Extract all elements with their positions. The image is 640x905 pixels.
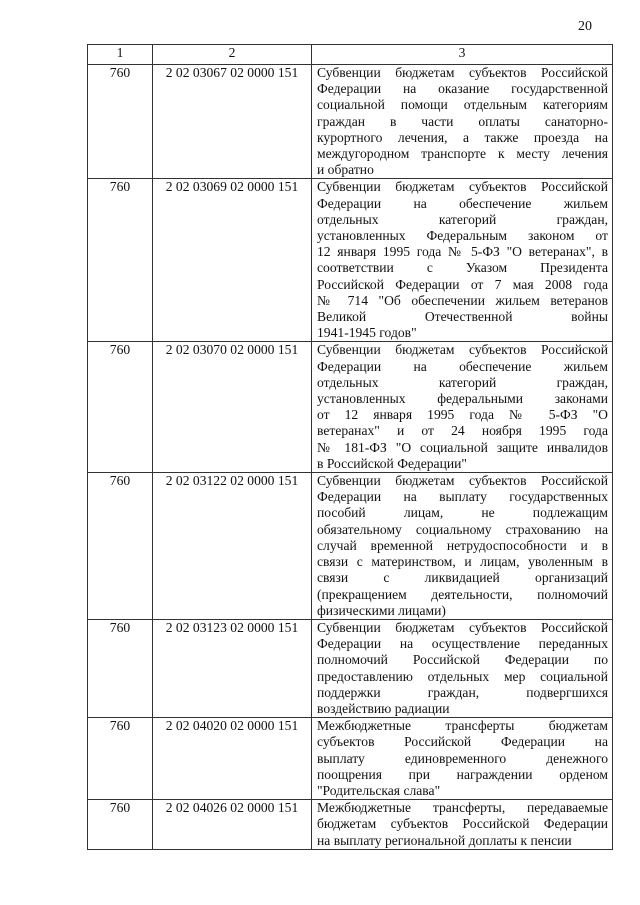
page-number: 20 — [578, 19, 592, 34]
description-line: 1941-1945 годов" — [317, 325, 417, 341]
description-line: физическими лицами) — [317, 602, 446, 618]
description-line: бюджетам субъектов Российской Федерации — [317, 816, 608, 832]
description-cell — [312, 718, 613, 800]
description-line: 12 января 1995 года № 5-ФЗ "О ветеранах", в — [317, 244, 608, 260]
budget-code-cell: 2 02 04026 02 0000 151 — [153, 800, 312, 850]
description-line: связи с материнством, и лицам, уволенным в — [317, 554, 608, 570]
description-line: отдельных категорий граждан, — [317, 374, 608, 390]
budget-code-cell: 2 02 03070 02 0000 151 — [153, 342, 312, 473]
description-cell — [312, 342, 613, 473]
description-line: воздействию радиации — [317, 700, 450, 716]
description-line: отдельных категорий граждан, — [317, 211, 608, 227]
description-line: полномочий Российской Федерации по — [317, 652, 608, 668]
description-line: Межбюджетные трансферты бюджетам — [317, 718, 608, 734]
description-line: выплату единовременного денежного — [317, 750, 608, 766]
description-line: Российской Федерации от 7 мая 2008 года — [317, 276, 608, 292]
description-line: Межбюджетные трансферты, передаваемые — [317, 800, 608, 816]
description-line: соответствии с Указом Президента — [317, 260, 608, 276]
admin-code-cell: 760 — [88, 342, 153, 473]
column-header-2: 2 — [153, 45, 312, 65]
table-row — [88, 179, 613, 342]
admin-code-cell: 760 — [88, 800, 153, 850]
budget-codes-table — [87, 44, 613, 850]
description-cell — [312, 179, 613, 342]
description-line: Федерации на обеспечение жильем — [317, 358, 608, 374]
table-row — [88, 473, 613, 620]
description-line: пособий лицам, не подлежащим — [317, 505, 608, 521]
description-line: связи с ликвидацией организаций — [317, 570, 608, 586]
description-line: на выплату региональной доплаты к пенсии — [317, 832, 572, 848]
description-line: установленных федеральными законами — [317, 391, 608, 407]
budget-code-cell: 2 02 03123 02 0000 151 — [153, 619, 312, 717]
table-row — [88, 619, 613, 717]
description-line: в Российской Федерации" — [317, 455, 467, 471]
description-line: Великой Отечественной войны — [317, 309, 608, 325]
admin-code-cell: 760 — [88, 619, 153, 717]
description-line: обязательному социальному страхованию на — [317, 521, 608, 537]
description-line: и обратно — [317, 162, 374, 178]
admin-code-cell: 760 — [88, 473, 153, 620]
description-line: ветеранах" и от 24 ноября 1995 года — [317, 423, 608, 439]
description-line: курортного лечения, а также проезда на — [317, 129, 608, 145]
description-line: Субвенции бюджетам субъектов Российской — [317, 179, 608, 195]
budget-code-cell: 2 02 03069 02 0000 151 — [153, 179, 312, 342]
admin-code-cell: 760 — [88, 65, 153, 179]
description-cell — [312, 473, 613, 620]
description-line: Федерации на обеспечение жильем — [317, 195, 608, 211]
description-cell — [312, 800, 613, 850]
budget-code-cell: 2 02 03067 02 0000 151 — [153, 65, 312, 179]
description-line: от 12 января 1995 года № 5-ФЗ "О — [317, 407, 608, 423]
admin-code-cell: 760 — [88, 718, 153, 800]
description-line: социальной помощи отдельным категориям — [317, 97, 608, 113]
description-line: междугородном транспорте к месту лечения — [317, 146, 608, 162]
description-line: № 714 "Об обеспечении жильем ветеранов — [317, 292, 608, 308]
description-line: случай временной нетрудоспособности и в — [317, 537, 608, 553]
description-line: поощрения при награждении орденом — [317, 766, 608, 782]
description-cell — [312, 619, 613, 717]
description-line: Субвенции бюджетам субъектов Российской — [317, 619, 608, 635]
description-line: № 181-ФЗ "О социальной защите инвалидов — [317, 439, 608, 455]
description-line: "Родительская слава" — [317, 782, 441, 798]
description-line: Федерации на осуществление переданных — [317, 636, 608, 652]
description-line: поддержки граждан, подвергшихся — [317, 684, 608, 700]
column-header-3: 3 — [312, 45, 613, 65]
column-header-1: 1 — [88, 45, 153, 65]
description-line: Федерации на выплату государственных — [317, 489, 608, 505]
table-row — [88, 65, 613, 179]
description-line: граждан в части оплаты санаторно- — [317, 113, 608, 129]
description-cell — [312, 65, 613, 179]
table-row — [88, 342, 613, 473]
description-line: установленных Федеральным законом от — [317, 228, 608, 244]
admin-code-cell: 760 — [88, 179, 153, 342]
description-line: Субвенции бюджетам субъектов Российской — [317, 65, 608, 80]
budget-code-cell: 2 02 03122 02 0000 151 — [153, 473, 312, 620]
budget-code-cell: 2 02 04020 02 0000 151 — [153, 718, 312, 800]
description-line: Субвенции бюджетам субъектов Российской — [317, 342, 608, 358]
description-line: Федерации на оказание государственной — [317, 81, 608, 97]
description-line: субъектов Российской Федерации на — [317, 734, 608, 750]
table-row — [88, 718, 613, 800]
description-line: (прекращением деятельности, полномочий — [317, 586, 608, 602]
description-line: Субвенции бюджетам субъектов Российской — [317, 473, 608, 489]
table-header-row — [88, 45, 613, 65]
description-line: предоставлению отдельных мер социальной — [317, 668, 608, 684]
table-row — [88, 800, 613, 850]
